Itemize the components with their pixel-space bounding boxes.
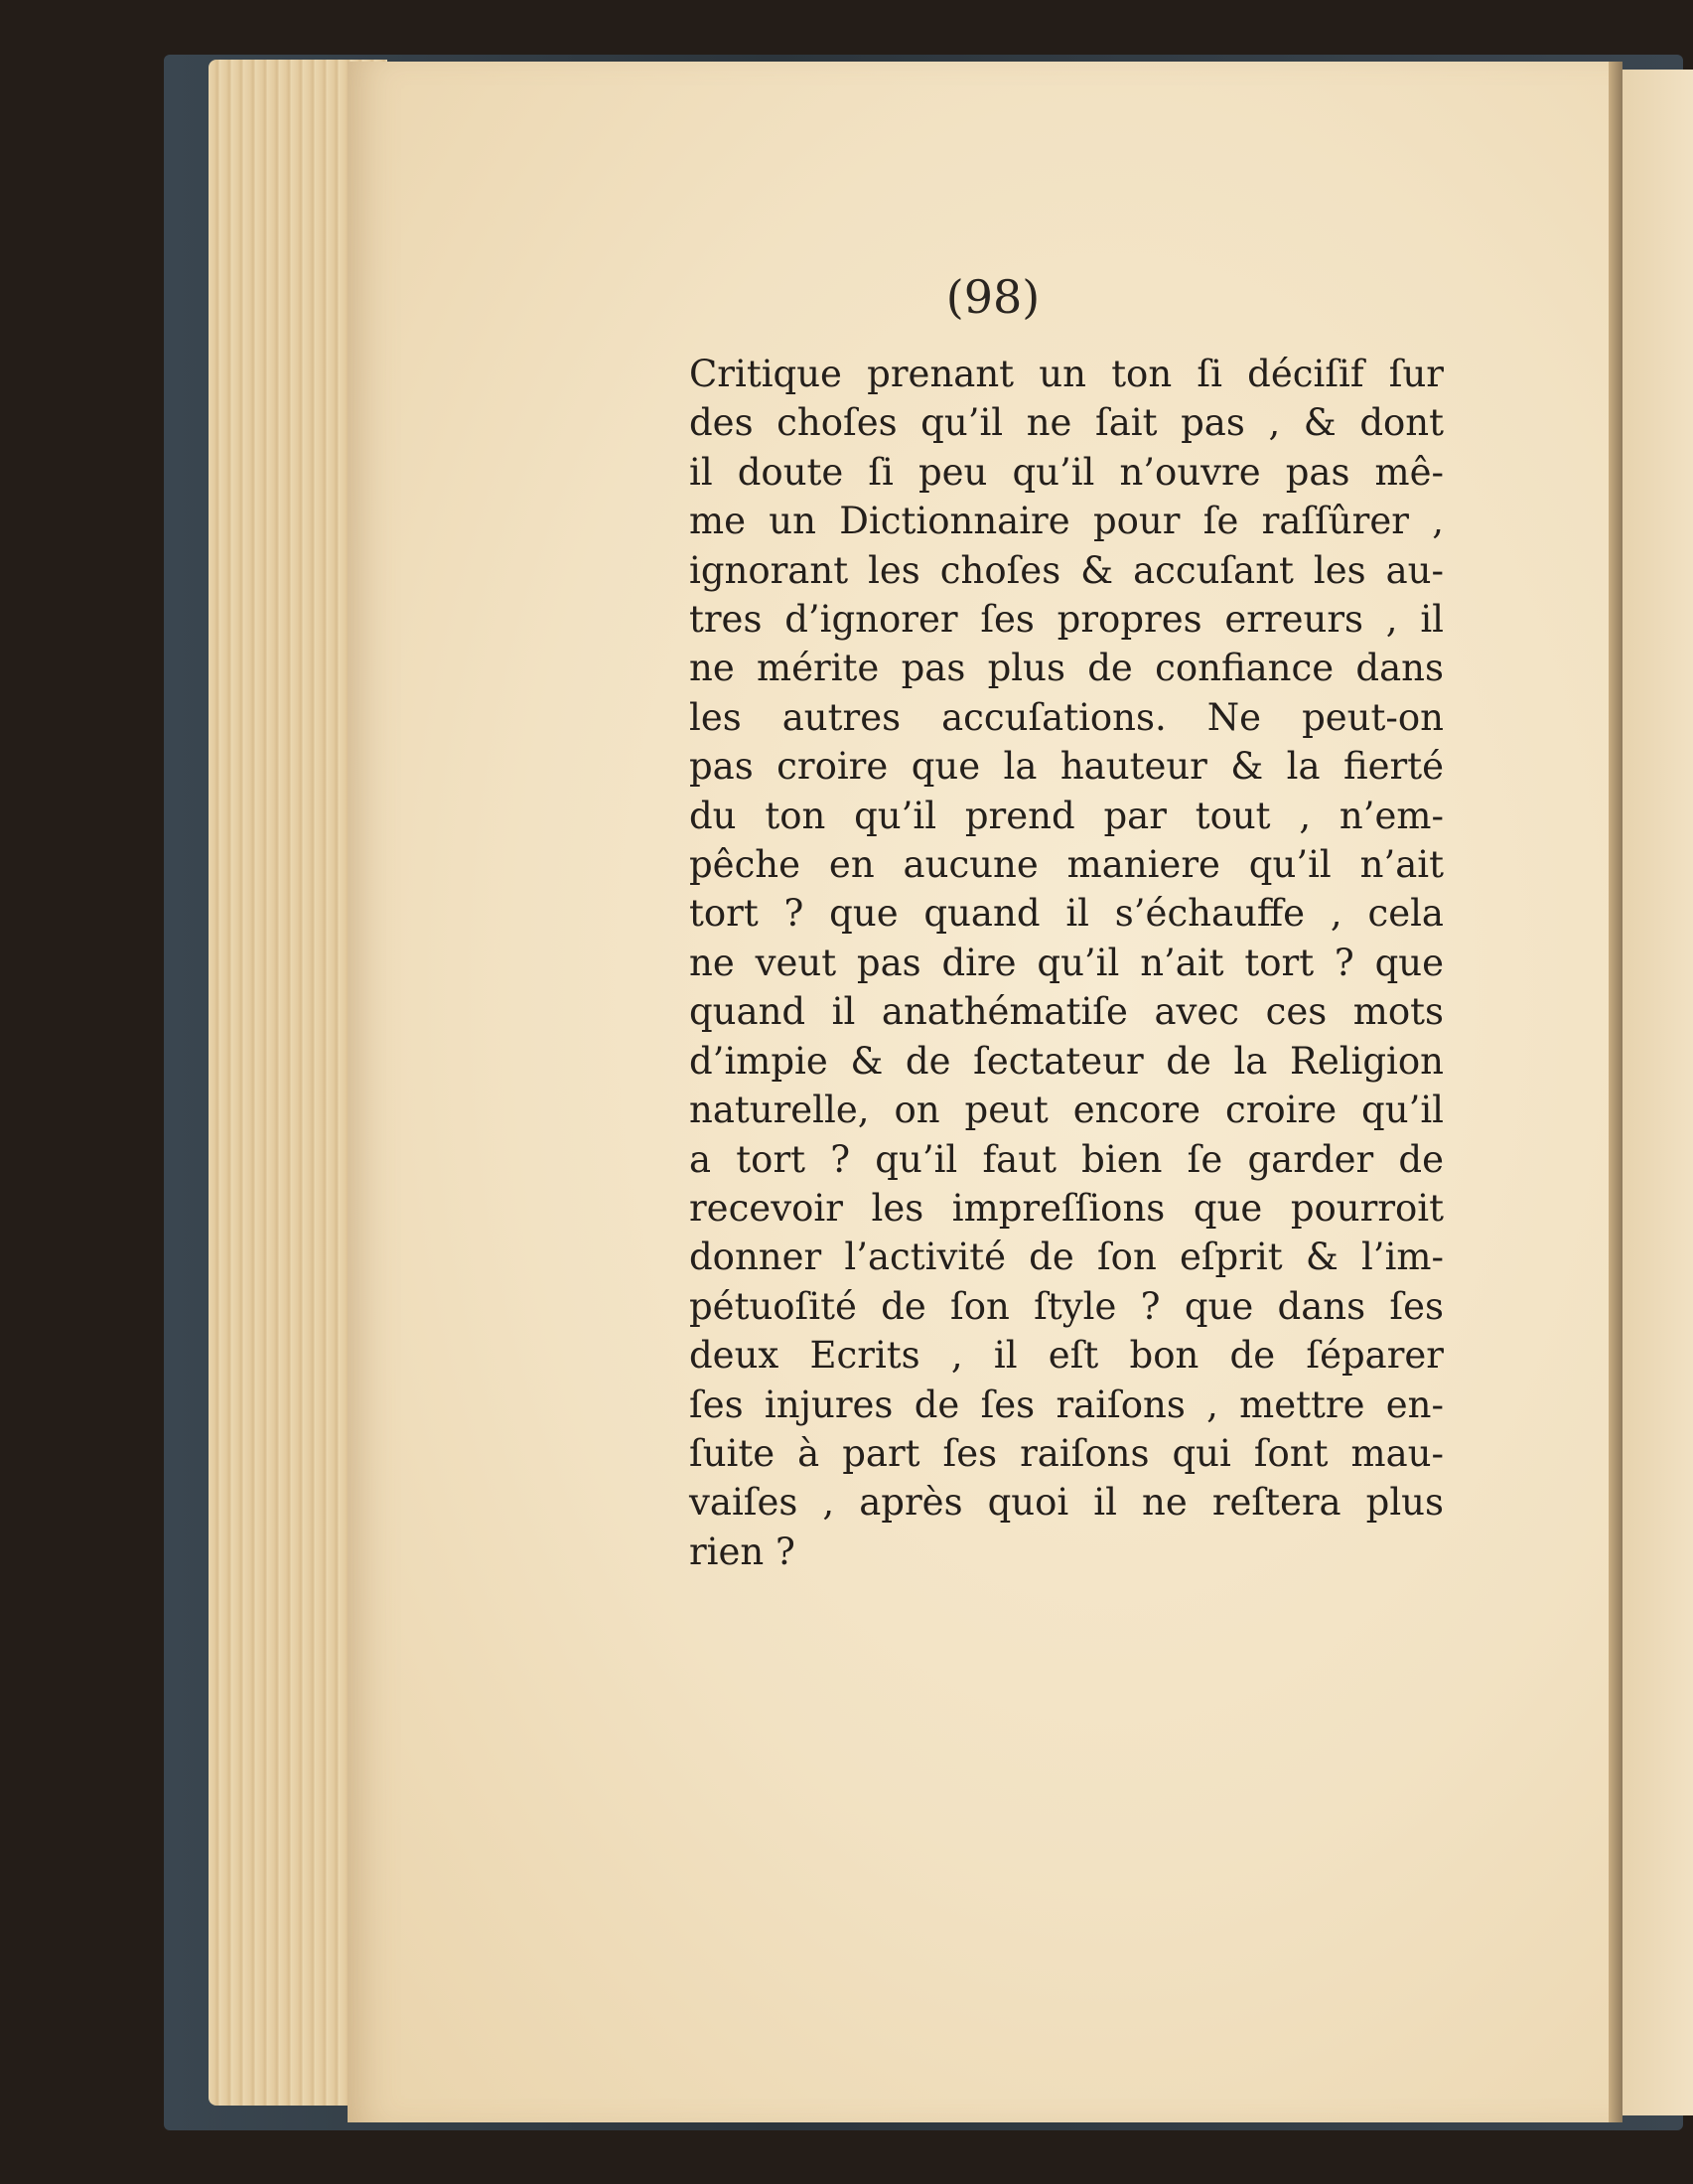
text-line: ignorant les choſes & accuſant les au- (689, 548, 1444, 592)
text-line: deux Ecrits , il eſt bon de ſéparer (689, 1334, 1444, 1378)
text-line: ſes injures de ſes raiſons , mettre en- (689, 1383, 1444, 1426)
text-line: pas croire que la hauteur & la fierté (689, 745, 1444, 789)
text-line: Critique prenant un ton ſi déciſif ſur (689, 353, 1444, 395)
text-line: il doute ſi peu qu’il n’ouvre pas mê- (689, 450, 1444, 494)
page-number: (98) (945, 270, 1041, 324)
text-line: tort ? que quand il s’échauffe , cela (689, 892, 1444, 936)
text-line: me un Dictionnaire pour ſe raſſûrer , (689, 500, 1444, 543)
text-line: rien ? (689, 1529, 795, 1573)
text-line: des choſes qu’il ne ſait pas , & dont (689, 401, 1444, 445)
text-line: du ton qu’il prend par tout , n’em- (689, 794, 1444, 837)
text-line: ſuite à part ſes raiſons qui ſont mau- (689, 1431, 1444, 1475)
text-line: ne veut pas dire qu’il n’ait tort ? que (689, 941, 1444, 984)
text-line: recevoir les impreſſions que pourroit (689, 1186, 1444, 1230)
facing-page-edge (1622, 70, 1693, 2115)
text-line: donner l’activité de ſon eſprit & l’im- (689, 1236, 1444, 1279)
text-line: pêche en aucune maniere qu’il n’ait (689, 843, 1444, 887)
text-line: vaiſes , après quoi il ne reſtera plus (689, 1481, 1444, 1525)
text-line: quand il anathématiſe avec ces mots (689, 990, 1444, 1034)
text-line: ne mérite pas plus de confiance dans (689, 647, 1444, 690)
text-line: a tort ? qu’il faut bien ſe garder de (689, 1137, 1444, 1181)
text-line: les autres accuſations. Ne peut-on (689, 695, 1444, 739)
body-text (689, 350, 1444, 1576)
text-line: pétuoſité de ſon ſtyle ? que dans ſes (689, 1284, 1444, 1328)
text-line: d’impie & de ſectateur de la Religion (689, 1039, 1444, 1083)
text-line: naturelle, on peut encore croire qu’il (689, 1089, 1444, 1132)
book-gutter (1609, 62, 1622, 2122)
text-line: tres d’ignorer ſes propres erreurs , il (689, 598, 1444, 642)
